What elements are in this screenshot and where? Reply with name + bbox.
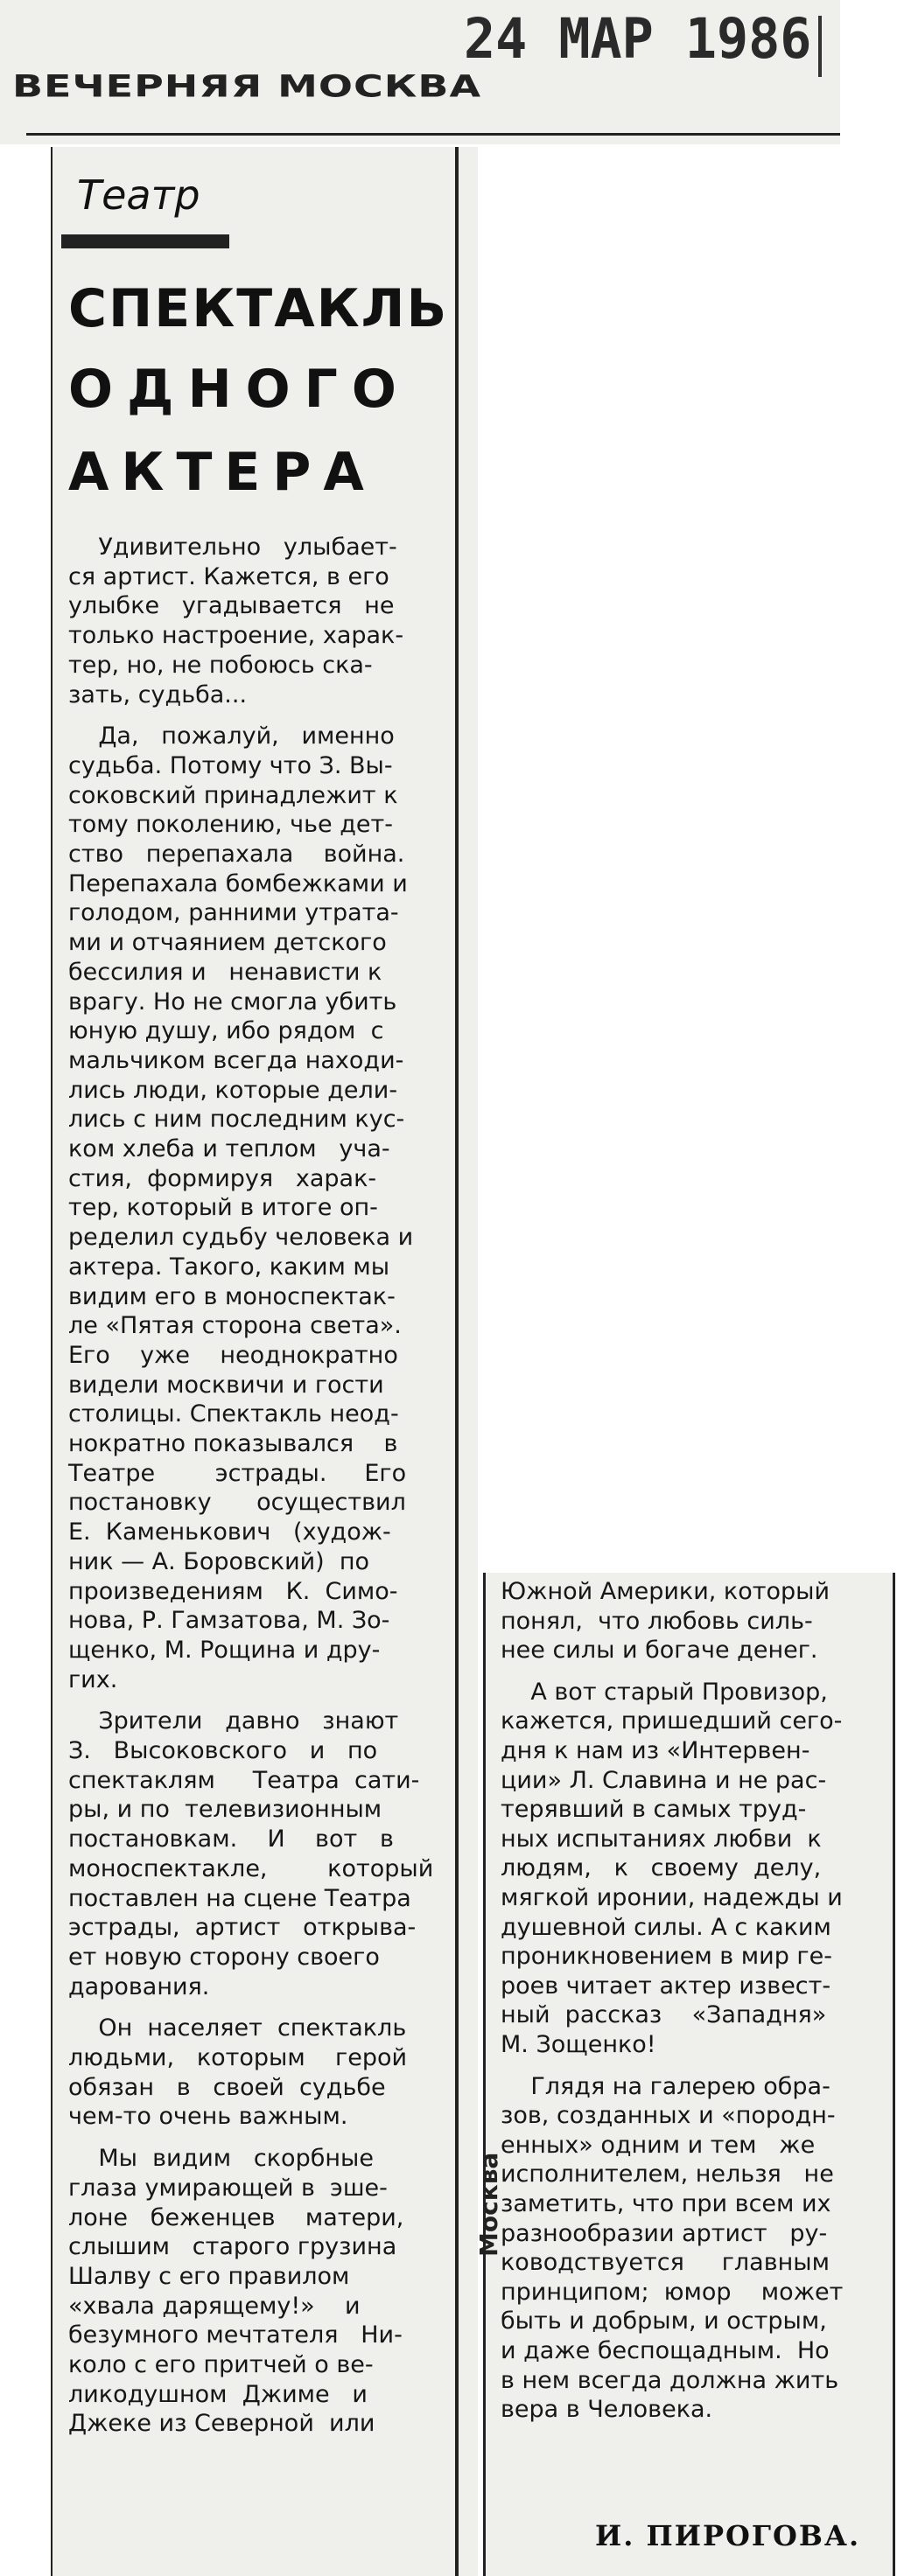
column-2-left-rule: [483, 1573, 486, 2576]
text-line: глаза умирающей в эше-: [68, 2174, 388, 2202]
text-line: бессилия и ненависти к: [68, 958, 382, 986]
text-line: Его уже неоднократно: [68, 1341, 398, 1369]
text-line: судьба. Потому что З. Вы-: [68, 751, 393, 779]
text-line: произведениям К. Симо-: [68, 1577, 398, 1605]
text-line: душевной силы. А с каким: [501, 1913, 831, 1941]
text-line: мальчиком всегда находи-: [68, 1046, 404, 1074]
text-line: Южной Америки, который: [501, 1578, 830, 1605]
header-rule: [26, 133, 840, 136]
text-line: безумного мечтателя Ни-: [68, 2321, 403, 2349]
headline-line-1: СПЕКТАКЛЬ: [68, 278, 449, 339]
text-line: тер, который в итоге оп-: [68, 1194, 378, 1222]
text-line: стия, формируя харак-: [68, 1164, 377, 1192]
text-line: ководствуется главным: [501, 2249, 830, 2277]
text-line: эстрады, артист открыва-: [68, 1914, 417, 1942]
text-line: ет новую сторону своего: [68, 1943, 380, 1971]
text-line: актера. Такого, каким мы: [68, 1253, 390, 1281]
column-2-right-rule: [893, 1573, 895, 2576]
rubric-label: Театр: [77, 171, 200, 219]
text-line: юную душу, ибо рядом с: [68, 1017, 384, 1045]
text-line: «хвала дарящему!» и: [68, 2292, 361, 2320]
text-line: столицы. Спектакль неод-: [68, 1400, 399, 1428]
text-line: Шалву с его правилом: [68, 2262, 350, 2290]
text-line: заметить, что при всем их: [501, 2190, 831, 2217]
text-line: людям, к своему делу,: [501, 1854, 822, 1882]
text-line: спектаклям Театра сати-: [68, 1766, 420, 1794]
text-line: зов, созданных и «породн-: [501, 2102, 836, 2130]
text-line: ник — А. Боровский) по: [68, 1547, 370, 1575]
text-line: только настроение, харак-: [68, 622, 404, 650]
text-line: Театре эстрады. Его: [68, 1459, 407, 1487]
author-signature: И. ПИРОГОВА.: [595, 2519, 861, 2552]
text-line: быть и добрым, и острым,: [501, 2307, 827, 2335]
dateline-city: Москва: [474, 2152, 503, 2257]
column-divider-rule: [455, 147, 459, 2576]
headline-line-3: АКТЕРА: [68, 442, 376, 503]
text-line: и даже беспощадным. Но: [501, 2337, 830, 2364]
text-line: ле «Пятая сторона света».: [68, 1312, 402, 1340]
text-line: соковский принадлежит к: [68, 781, 398, 809]
text-line: проникновением в мир ге-: [501, 1943, 832, 1971]
text-line: Перепахала бомбежками и: [68, 869, 408, 897]
text-line: ных испытаниях любви к: [501, 1825, 822, 1853]
text-line: дарования.: [68, 1972, 210, 2000]
text-line: гих.: [68, 1665, 118, 1693]
text-line: Удивительно улыбает-: [68, 534, 397, 561]
text-line: нее силы и богаче денег.: [501, 1637, 818, 1665]
text-line: лись с ним последним кус-: [68, 1106, 405, 1134]
text-line: ры, и по телевизионным: [68, 1796, 382, 1824]
text-line: видим его в моноспектак-: [68, 1282, 396, 1310]
text-line: мягкой иронии, надежды и: [501, 1884, 843, 1911]
text-line: улыбке угадывается не: [68, 592, 395, 620]
text-line: слышим старого грузина: [68, 2233, 397, 2261]
text-line: поставлен на сцене Театра: [68, 1884, 411, 1912]
text-line: енных» одним и тем же: [501, 2131, 816, 2159]
text-line: Зрители давно знают: [68, 1707, 399, 1735]
text-line: принципом; юмор может: [501, 2278, 844, 2306]
text-line: моноспектакле, который: [68, 1854, 434, 1882]
text-line: постановку осуществил: [68, 1489, 406, 1517]
text-line: коло с его притчей о ве-: [68, 2351, 374, 2378]
text-line: нова, Р. Гамзатова, М. Зо-: [68, 1607, 390, 1635]
text-line: Джеке из Северной или: [68, 2410, 375, 2438]
headline-line-2: ОДНОГО: [68, 359, 410, 420]
text-line: терявший в самых труд-: [501, 1796, 807, 1824]
date-stamp-mark: [818, 16, 822, 77]
text-line: лись люди, которые дели-: [68, 1076, 398, 1104]
text-line: Е. Каменькович (худож-: [68, 1518, 391, 1546]
date-stamp: 24 МАР 1986: [464, 7, 812, 72]
text-line: вера в Человека.: [501, 2396, 713, 2424]
text-line: видели москвичи и гости: [68, 1371, 384, 1399]
text-line: тер, но, не побоюсь ска-: [68, 651, 373, 679]
text-line: А вот старый Провизор,: [501, 1678, 828, 1706]
text-line: лоне беженцев матери,: [68, 2203, 404, 2231]
text-line: ство перепахала война.: [68, 841, 405, 868]
text-line: М. Зощенко!: [501, 2031, 656, 2058]
text-line: Он населяет спектакль: [68, 2014, 407, 2042]
text-line: З. Высоковского и по: [68, 1737, 378, 1764]
text-line: нократно показывался в: [68, 1430, 398, 1457]
text-line: ный рассказ «Западня»: [501, 2001, 827, 2029]
text-line: постановкам. И вот в: [68, 1826, 394, 1853]
text-line: дня к нам из «Интервен-: [501, 1737, 810, 1764]
text-line: ся артист. Кажется, в его: [68, 562, 389, 590]
text-line: ределил судьбу человека и: [68, 1224, 414, 1252]
text-line: ликодушном Джиме и: [68, 2380, 368, 2408]
text-line: людьми, которым герой: [68, 2044, 408, 2071]
text-line: Да, пожалуй, именно: [68, 723, 395, 750]
text-line: в нем всегда должна жить: [501, 2366, 839, 2394]
text-line: Глядя на галерею обра-: [501, 2072, 830, 2100]
text-line: разнообразии артист ру-: [501, 2219, 828, 2247]
text-line: чем-то очень важным.: [68, 2103, 348, 2131]
text-line: обязан в своей судьбе: [68, 2073, 386, 2101]
text-line: ком хлеба и теплом уча-: [68, 1135, 390, 1162]
rubric-underline: [61, 234, 229, 248]
text-line: зать, судьба...: [68, 681, 248, 709]
text-line: роев читает актер извест-: [501, 1972, 831, 2000]
text-line: кажется, пришедший сего-: [501, 1707, 843, 1735]
newspaper-masthead: ВЕЧЕРНЯЯ МОСКВА: [12, 68, 482, 104]
text-line: тому поколению, чье дет-: [68, 811, 393, 839]
text-line: исполнителем, нельзя не: [501, 2161, 834, 2189]
text-line: ции» Л. Славина и не рас-: [501, 1766, 827, 1794]
text-line: ми и отчаянием детского: [68, 929, 387, 957]
text-line: голодом, ранними утрата-: [68, 899, 399, 927]
text-line: понял, что любовь силь-: [501, 1607, 813, 1635]
text-line: щенко, М. Рощина и дру-: [68, 1636, 381, 1664]
text-line: врагу. Но не смогла убить: [68, 988, 397, 1016]
column-1-left-rule: [51, 147, 53, 2576]
text-line: Мы видим скорбные: [68, 2145, 374, 2173]
